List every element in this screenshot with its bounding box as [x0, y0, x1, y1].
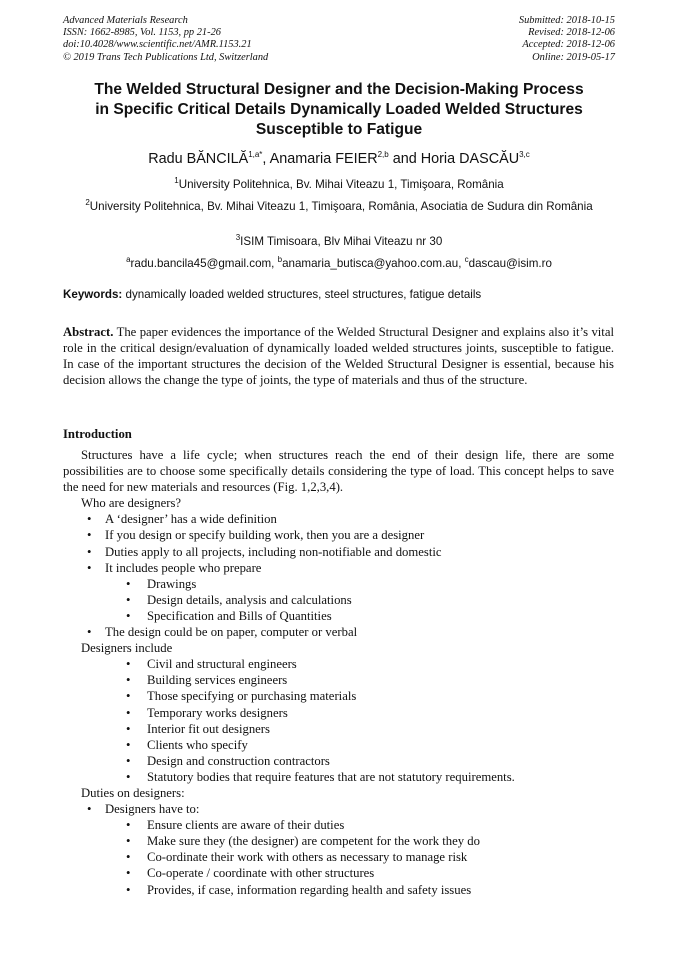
bullet: •	[126, 576, 131, 591]
author-1-name: Radu BĂNCILĂ	[148, 150, 249, 167]
list-item-text: Drawings	[147, 576, 197, 591]
list-item-text: Design and construction contractors	[147, 753, 330, 768]
bullet: •	[126, 866, 131, 881]
list-item-text: Those specifying or purchasing materials	[147, 689, 357, 704]
affiliation-2	[60, 195, 618, 214]
author-emails	[40, 252, 638, 271]
who-are-designers: Who are designers?	[81, 496, 182, 511]
abstract	[63, 324, 614, 388]
list-item-text: Temporary works designers	[147, 705, 288, 720]
list-item	[63, 624, 614, 640]
affiliation-3-text: ISIM Timisoara, Blv Mihai Viteazu nr 30	[240, 234, 443, 248]
journal-info	[63, 15, 268, 64]
email-b[interactable]: anamaria_butisca@yahoo.com.au,	[282, 256, 465, 270]
list-item-text: Specification and Bills of Quantities	[147, 608, 332, 623]
list-item	[63, 801, 614, 817]
intro-paragraph: Structures have a life cycle; when structures reach the end of their design life, there are some possibilities are to choose some specifically details considering the type of load. This concept helps to save the need for new materials and resources (Fig. 1,2,3,4).	[63, 448, 614, 495]
affiliation-2-sup: 2	[85, 198, 90, 207]
date-revised: Revised: 2018-12-06	[528, 27, 615, 39]
journal-doi: doi:10.4028/www.scientific.net/AMR.1153.21	[63, 39, 252, 51]
keywords-text: dynamically loaded welded structures, steel structures, fatigue details	[122, 288, 482, 301]
sub-list-item	[63, 737, 614, 753]
journal-name: Advanced Materials Research	[63, 15, 188, 26]
bullet: •	[87, 528, 92, 543]
paper-title	[40, 80, 638, 140]
author-2-name: Anamaria FEIER	[269, 150, 378, 167]
affiliation-3-sup: 3	[235, 233, 241, 242]
author-1-sup: 1,a*	[248, 150, 263, 159]
bullet: •	[126, 657, 131, 672]
bullet: •	[87, 560, 92, 575]
email-c[interactable]: dascau@isim.ro	[468, 256, 552, 270]
list-item-text: It includes people who prepare	[105, 560, 262, 575]
bullet: •	[126, 608, 131, 623]
list-item-text: Civil and structural engineers	[147, 657, 297, 672]
section-heading-introduction: Introduction	[63, 427, 132, 441]
sub-list-item	[63, 882, 614, 898]
email-a-sup: a	[126, 255, 131, 264]
sub-list-item	[63, 705, 614, 721]
abstract-text: The paper evidences the importance of the Welded Structural Designer and explains also it’s vital role in the critical design/evaluation of dynamically loaded welded structures joints, susceptible to fatigue. In case of the important structures the decision of the Welded Structural Designer is essential, because his decision allows the change the type of joints, the type of materials and thus of the structure.	[63, 325, 614, 388]
sub-list-item	[63, 656, 614, 672]
bullet: •	[126, 673, 131, 688]
affiliation-1-text: University Politehnica, Bv. Mihai Viteazu 1, Timişoara, România	[178, 177, 504, 191]
journal-copyright: © 2019 Trans Tech Publications Ltd, Switzerland	[63, 51, 269, 63]
journal-issn: ISSN: 1662-8985, Vol. 1153, pp 21-26	[63, 27, 221, 39]
bullet: •	[126, 769, 131, 784]
bullet: •	[87, 544, 92, 559]
sub-list-item	[63, 721, 614, 737]
keywords-label: Keywords:	[63, 288, 123, 301]
bullet: •	[126, 737, 131, 752]
title-line-2: in Specific Critical Details Dynamically Loaded Welded Structures	[95, 101, 583, 118]
keywords	[63, 287, 623, 302]
bullet: •	[126, 882, 131, 897]
date-submitted: Submitted: 2018-10-15	[518, 15, 615, 26]
sub-list-item	[63, 833, 614, 849]
affiliation-1-sup: 1	[174, 176, 179, 185]
email-a[interactable]: radu.bancila45@gmail.com,	[130, 256, 278, 270]
sub-list-item	[63, 753, 614, 769]
author-list	[40, 146, 638, 168]
bullet: •	[126, 753, 131, 768]
bullet: •	[87, 625, 92, 640]
list-item-text: If you design or specify building work, then you are a designer	[105, 528, 425, 543]
list-item-text: A ‘designer’ has a wide definition	[105, 512, 277, 527]
list-item	[63, 560, 614, 576]
introduction-body	[63, 447, 614, 898]
list-item-text: Duties apply to all projects, including non-notifiable and domestic	[105, 544, 442, 559]
list-item-text: Designers have to:	[105, 802, 200, 817]
bullet: •	[126, 850, 131, 865]
date-online: Online: 2019-05-17	[532, 51, 615, 63]
bullet: •	[126, 818, 131, 833]
author-separator-2: and	[388, 150, 421, 167]
designers-include: Designers include	[81, 641, 173, 656]
list-item	[63, 511, 614, 527]
sub-list-item	[63, 672, 614, 688]
author-3-name: Horia DASCĂU	[420, 150, 520, 167]
bullet: •	[126, 705, 131, 720]
sub-list-item	[63, 688, 614, 704]
bullet: •	[126, 834, 131, 849]
list-item-text: Make sure they (the designer) are competent for the work they do	[147, 834, 480, 849]
affiliation-2-text: University Politehnica, Bv. Mihai Viteazu 1, Timişoara, România, Asociatia de Sudura din România	[89, 199, 593, 213]
abstract-label: Abstract.	[63, 325, 114, 339]
date-accepted: Accepted: 2018-12-06	[522, 39, 615, 51]
sub-list-item	[63, 817, 614, 833]
author-2-sup: 2,b	[377, 150, 389, 159]
list-item	[63, 544, 614, 560]
list-item-text: Ensure clients are aware of their duties	[147, 818, 345, 833]
bullet: •	[87, 802, 92, 817]
duties-on-designers: Duties on designers:	[81, 785, 185, 800]
list-item-text: The design could be on paper, computer or verbal	[105, 625, 358, 640]
author-3-sup: 3,c	[519, 150, 530, 159]
list-item-text: Design details, analysis and calculations	[147, 592, 352, 607]
list-item	[63, 527, 614, 543]
author-separator-1: ,	[262, 150, 270, 167]
email-b-sup: b	[277, 255, 283, 264]
sub-list-item	[63, 865, 614, 881]
sub-list-item	[63, 769, 614, 785]
title-line-1: The Welded Structural Designer and the Decision-Making Process	[94, 81, 584, 98]
list-item-text: Co-operate / coordinate with other structures	[147, 866, 375, 881]
list-item-text: Statutory bodies that require features that are not statutory requirements.	[147, 769, 515, 784]
title-line-3: Susceptible to Fatigue	[255, 121, 423, 138]
sub-list-item	[63, 592, 614, 608]
list-item-text: Co-ordinate their work with others as necessary to manage risk	[147, 850, 468, 865]
list-item-text: Building services engineers	[147, 673, 288, 688]
affiliation-3	[60, 230, 618, 249]
sub-list-item	[63, 576, 614, 592]
list-item-text: Interior fit out designers	[147, 721, 270, 736]
bullet: •	[87, 512, 92, 527]
list-item-text: Clients who specify	[147, 737, 248, 752]
affiliation-1	[60, 173, 618, 192]
bullet: •	[126, 689, 131, 704]
publication-dates	[519, 15, 615, 64]
list-item-text: Provides, if case, information regarding health and safety issues	[147, 882, 472, 897]
sub-list-item	[63, 608, 614, 624]
bullet: •	[126, 721, 131, 736]
email-c-sup: c	[464, 255, 469, 264]
bullet: •	[126, 592, 131, 607]
sub-list-item	[63, 849, 614, 865]
